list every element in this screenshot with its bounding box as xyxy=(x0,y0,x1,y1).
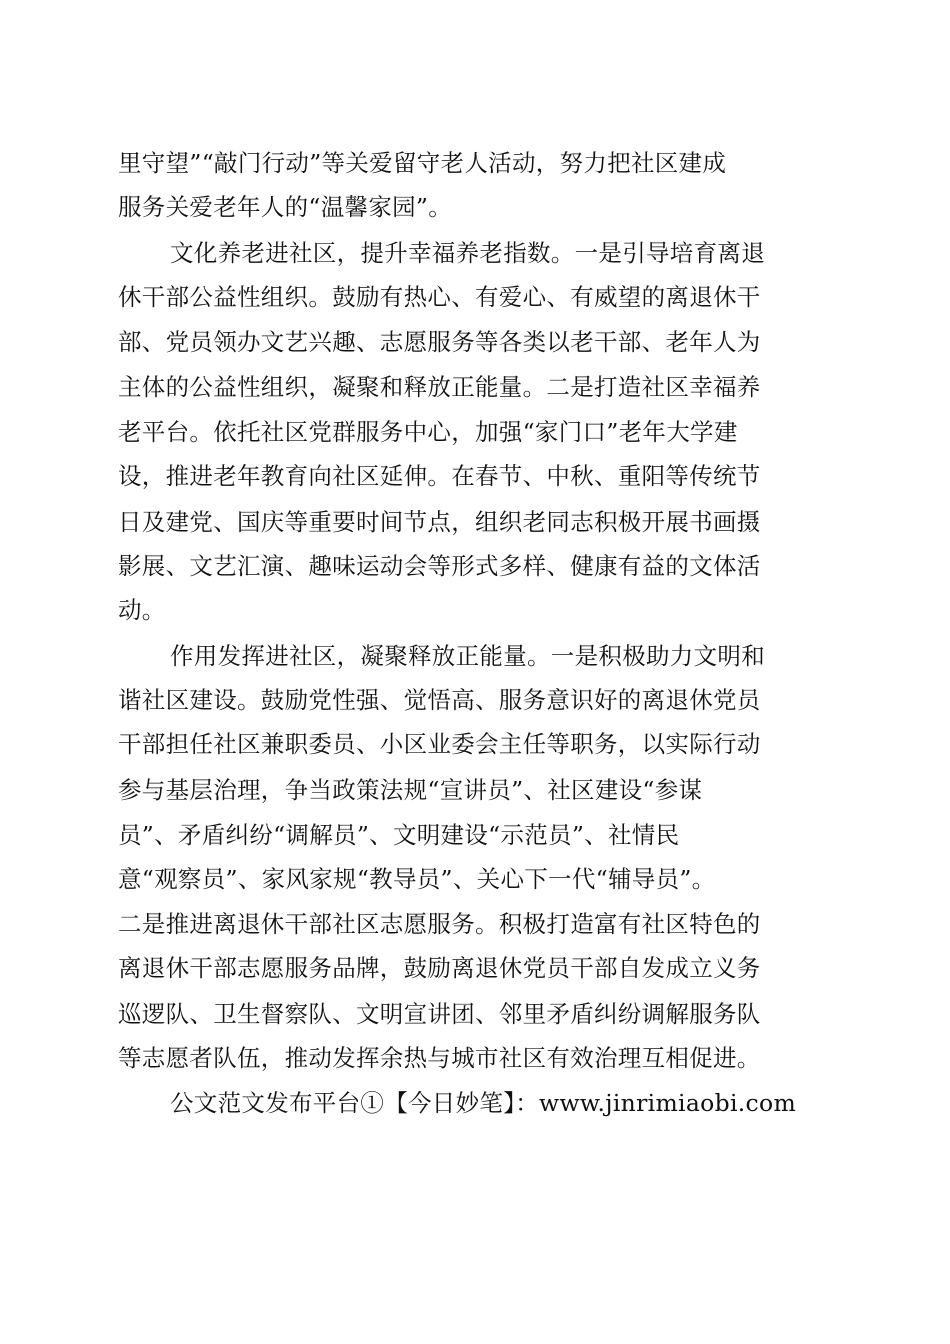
text-line: 影展、文艺汇演、趣味运动会等形式多样、健康有益的文体活 xyxy=(118,552,761,580)
text-line: 老平台。依托社区党群服务中心，加强“家门口”老年大学建 xyxy=(118,418,738,446)
text-line: 参与基层治理，争当政策法规“宣讲员”、社区建设“参谋 xyxy=(118,776,703,804)
text-line: 巡逻队、卫生督察队、文明宣讲团、邻里矛盾纠纷调解服务队 xyxy=(118,1000,761,1028)
text-line: 主体的公益性组织，凝聚和释放正能量。二是打造社区幸福养 xyxy=(118,373,761,401)
text-line: 干部担任社区兼职委员、小区业委会主任等职务，以实际行动 xyxy=(118,730,761,758)
text-line: 等志愿者队伍，推动发挥余热与城市社区有效治理互相促进。 xyxy=(118,1044,761,1072)
paragraph-heading-line: 文化养老进社区，提升幸福养老指数。一是引导培育离退 xyxy=(170,239,765,267)
footer-source-line: 公文范文发布平台①【今日妙笔】：www.jinrimiaobi.com xyxy=(170,1089,797,1117)
text-line: 里守望”“敲门行动”等关爱留守老人活动，努力把社区建成 xyxy=(118,149,727,177)
text-line: 部、党员领办文艺兴趣、志愿服务等各类以老干部、老年人为 xyxy=(118,328,761,356)
text-line: 意“观察员”、家风家规“教导员”、关心下一代“辅导员”。 xyxy=(118,865,716,893)
text-line: 日及建党、国庆等重要时间节点，组织老同志积极开展书画摄 xyxy=(118,508,761,536)
paragraph-heading-line: 作用发挥进社区，凝聚释放正能量。一是积极助力文明和 xyxy=(170,642,765,670)
text-line: 设，推进老年教育向社区延伸。在春节、中秋、重阳等传统节 xyxy=(118,462,761,490)
text-line: 休干部公益性组织。鼓励有热心、有爱心、有威望的离退休干 xyxy=(118,283,761,311)
text-line: 服务关爱老年人的“温馨家园”。 xyxy=(118,193,453,221)
text-line: 二是推进离退休干部社区志愿服务。积极打造富有社区特色的 xyxy=(118,910,761,938)
text-line: 离退休干部志愿服务品牌，鼓励离退休党员干部自发成立义务 xyxy=(118,954,761,982)
text-line: 谐社区建设。鼓励党性强、觉悟高、服务意识好的离退休党员 xyxy=(118,686,761,714)
text-line: 员”、矛盾纠纷“调解员”、文明建设“示范员”、社情民 xyxy=(118,821,680,849)
text-line: 动。 xyxy=(118,596,166,624)
